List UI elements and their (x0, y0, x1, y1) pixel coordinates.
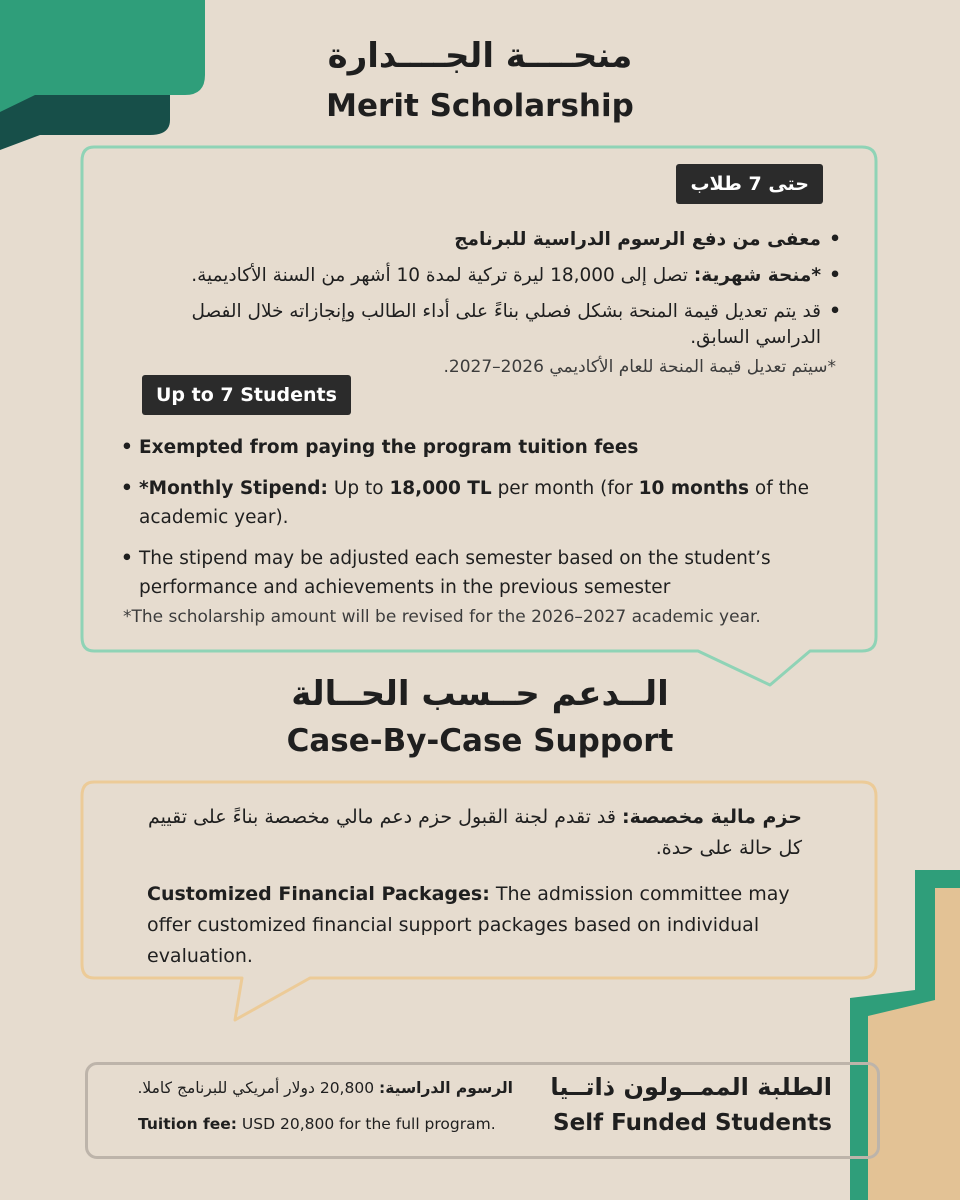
merit-note-arabic: *سيتم تعديل قيمة المنحة للعام الأكاديمي 2026–2027. (443, 357, 836, 377)
merit-bullet-ar-3: • قد يتم تعديل قيمة المنحة بشكل فصلي بناءً على أداء الطالب وإنجازاته خلال الفصل الدراسي السابق. (183, 299, 843, 351)
merit-note-english: *The scholarship amount will be revised for the 2026–2027 academic year. (123, 607, 761, 627)
self-fee-arabic: الرسوم الدراسية: 20,800 دولار أمريكي للبرنامج كاملا. (137, 1079, 513, 1097)
merit-badge-english: Up to 7 Students (142, 375, 351, 415)
merit-bullets-english (121, 433, 821, 614)
merit-title-english: Merit Scholarship (326, 88, 634, 124)
case-text-arabic: حزم مالية مخصصة: قد تقدم لجنة القبول حزم دعم مالي مخصصة بناءً على تقييم كل حالة على حدة. (148, 806, 802, 859)
merit-bullet-en-2: • *Monthly Stipend: Up to 18,000 TL per month (for 10 months of the academic year). (121, 474, 821, 532)
merit-badge-arabic: حتى 7 طلاب (676, 164, 823, 204)
merit-bullet-en-1: • Exempted from paying the program tuition fees (121, 433, 821, 462)
self-fee-english: Tuition fee: USD 20,800 for the full program. (138, 1115, 496, 1133)
merit-bullet-ar-2: • *منحة شهرية: تصل إلى 18,000 ليرة تركية لمدة 10 أشهر من السنة الأكاديمية. (183, 263, 843, 289)
merit-title-arabic: منحــــة الجــــدارة (327, 36, 633, 76)
self-title-english: Self Funded Students (553, 1110, 832, 1136)
merit-bullet-en-3: • The stipend may be adjusted each semester based on the student’s performance and achievements in the previous semester (121, 544, 821, 602)
case-title-english: Case-By-Case Support (286, 723, 674, 759)
self-title-arabic: الطلبة الممــولون ذاتــيا (550, 1073, 832, 1101)
merit-bullets-arabic (183, 227, 843, 361)
case-text-english: Customized Financial Packages: The admission committee may offer customized financial support packages based on individual evaluation. (147, 883, 790, 967)
merit-bullet-ar-1: • معفى من دفع الرسوم الدراسية للبرنامج (183, 227, 843, 253)
case-title-arabic: الــدعم حــسب الحــالة (291, 674, 669, 714)
